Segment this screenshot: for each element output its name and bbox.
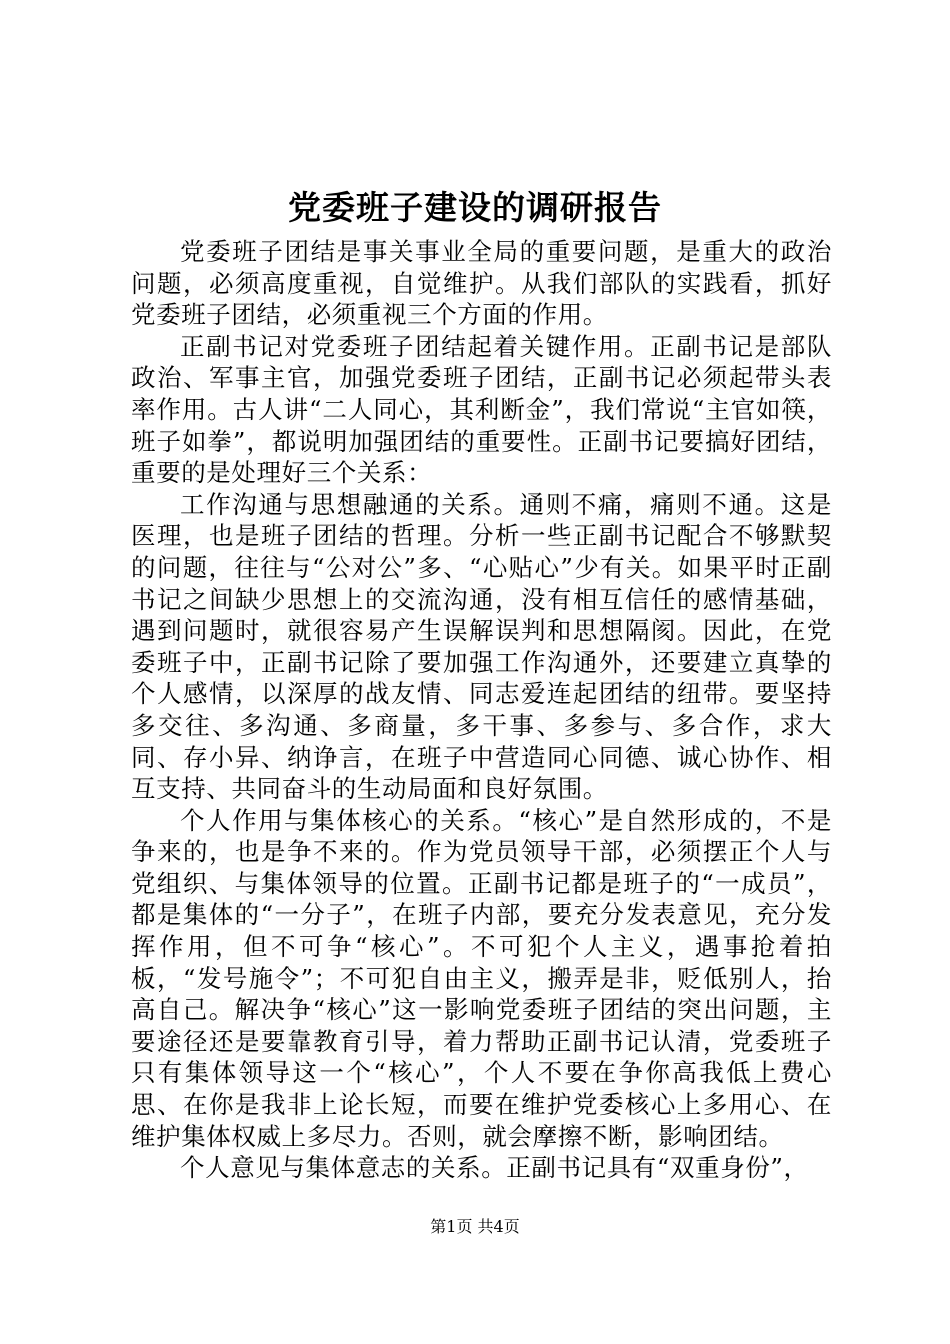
page-footer: 第1页 共4页 [430, 1217, 520, 1236]
paragraph-secretary-role: 正副书记对党委班子团结起着关键作用。正副书记是部队政治、军事主官，加强党委班子团结，正副书记必须起带头表率作用。古人讲“二人同心，其利断金”，我们常说“主官如筷，班子如拳”，都说明加强团结的重要性。正副书记要搞好团结，重要的是处理好三个关系： [131, 331, 832, 488]
paragraph-opinion: 个人意见与集体意志的关系。正副书记具有“双重身份”， [180, 1153, 809, 1183]
paragraph-intro: 党委班子团结是事关事业全局的重要问题，是重大的政治问题，必须高度重视，自觉维护。从我们部队的实践看，抓好党委班子团结，必须重视三个方面的作用。 [131, 237, 832, 330]
paragraph-communication: 工作沟通与思想融通的关系。通则不痛，痛则不通。这是医理，也是班子团结的哲理。分析一些正副书记配合不够默契的问题，往往与“公对公”多、“心贴心”少有关。如果平时正副书记之间缺少思想上的交流沟通，没有相互信任的感情基础，遇到问题时，就很容易产生误解误判和思想隔阂。因此，在党委班子中，正副书记除了要加强工作沟通外，还要建立真挚的个人感情，以深厚的战友情、同志爱连起团结的纽带。要坚持多交往、多沟通、多商量，多干事、多参与、多合作，求大同、存小异、纳诤言，在班子中营造同心同德、诚心协作、相互支持、共同奋斗的生动局面和良好氛围。 [131, 489, 832, 804]
document-body [131, 236, 832, 1184]
paragraph-core: 个人作用与集体核心的关系。“核心”是自然形成的，不是争来的，也是争不来的。作为党员领导干部，必须摆正个人与党组织、与集体领导的位置。正副书记都是班子的“一成员”，都是集体的“一分子”，在班子内部，要充分发表意见，充分发挥作用，但不可争“核心”。不可犯个人主义，遇事抢着拍板，“发号施令”；不可犯自由主义，搬弄是非，贬低别人，抬高自己。解决争“核心”这一影响党委班子团结的突出问题，主要途径还是要靠教育引导，着力帮助正副书记认清，党委班子只有集体领导这一个“核心”，个人不要在争你高我低上费心思、在你是我非上论长短，而要在维护党委核心上多用心、在维护集体权威上多尽力。否则，就会摩擦不断，影响团结。 [131, 805, 832, 1151]
document-title: 党委班子建设的调研报告 [288, 188, 662, 227]
